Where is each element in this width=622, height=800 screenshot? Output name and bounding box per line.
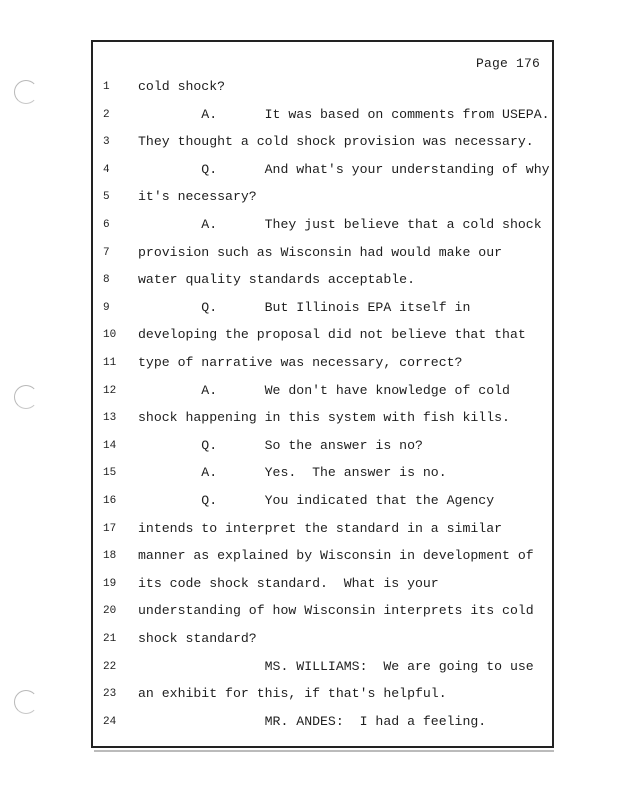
line-number: 16 [103, 495, 117, 507]
transcript-line [93, 408, 552, 428]
line-number: 24 [103, 715, 117, 728]
line-text: MS. WILLIAMS: We are going to use [138, 658, 534, 674]
line-text: A. They just believe that a cold shock [138, 217, 542, 232]
line-text: A. We don't have knowledge of cold [138, 382, 510, 398]
transcript-line [93, 574, 552, 594]
line-text: MR. ANDES: I had a feeling. [138, 713, 487, 729]
line-number: 12 [103, 384, 117, 397]
line-number: 5 [103, 191, 110, 204]
transcript-line [93, 215, 552, 235]
line-number: 1 [103, 81, 110, 93]
line-text: water quality standards acceptable. [138, 272, 415, 288]
line-text: A. Yes. The answer is no. [138, 465, 447, 481]
line-number: 20 [103, 605, 117, 618]
line-number: 6 [103, 219, 110, 231]
line-number: 4 [103, 163, 110, 176]
transcript-line [93, 298, 552, 318]
transcript-line [93, 105, 552, 125]
line-number: 23 [103, 688, 117, 701]
line-text: provision such as Wisconsin had would make our [138, 244, 503, 260]
transcript-line [93, 601, 552, 621]
line-text: its code shock standard. What is your [138, 575, 439, 591]
line-number: 9 [103, 301, 110, 314]
line-text: intends to interpret the standard in a similar [138, 520, 503, 536]
line-number: 3 [103, 136, 110, 149]
transcript-line [93, 381, 552, 401]
transcript-page [91, 40, 554, 748]
line-number: 22 [103, 660, 117, 673]
page-shadow [94, 750, 554, 752]
transcript-line [93, 519, 552, 539]
transcript-line [93, 132, 552, 152]
line-text: A. It was based on comments from USEPA. [138, 106, 550, 122]
line-number: 21 [103, 633, 117, 645]
transcript-line [93, 77, 552, 97]
page-number: Page 176 [475, 56, 540, 71]
line-number: 14 [103, 439, 117, 452]
transcript-line [93, 684, 552, 704]
line-number: 8 [103, 274, 110, 287]
line-text: cold shock? [138, 79, 226, 94]
transcript-line [93, 325, 552, 345]
punch-hole-bottom [14, 690, 38, 714]
line-number: 17 [103, 522, 117, 535]
transcript-line [93, 629, 552, 649]
transcript-line [93, 712, 552, 732]
transcript-line [93, 243, 552, 263]
line-text: manner as explained by Wisconsin in development of [138, 548, 534, 564]
line-number: 13 [103, 412, 117, 425]
line-number: 19 [103, 577, 117, 590]
punch-hole-middle [14, 385, 38, 409]
line-text: Q. And what's your understanding of why [138, 161, 550, 177]
transcript-line [93, 463, 552, 483]
line-text: shock standard? [138, 631, 257, 646]
line-text: Q. So the answer is no? [138, 437, 423, 453]
transcript-line [93, 187, 552, 207]
punch-hole-top [14, 80, 38, 104]
line-text: an exhibit for this, if that's helpful. [138, 686, 447, 702]
transcript-line [93, 436, 552, 456]
line-text: shock happening in this system with fish kills. [138, 410, 510, 426]
transcript-line [93, 657, 552, 677]
line-text: type of narrative was necessary, correct? [138, 355, 463, 370]
line-text: Q. You indicated that the Agency [138, 493, 495, 508]
transcript-line [93, 491, 552, 511]
line-text: it's necessary? [138, 189, 257, 205]
line-number: 10 [103, 329, 117, 342]
line-number: 18 [103, 550, 117, 563]
line-text: developing the proposal did not believe that that [138, 327, 526, 343]
transcript-line [93, 353, 552, 373]
transcript-line [93, 160, 552, 180]
transcript-line [93, 546, 552, 566]
line-number: 11 [103, 357, 117, 369]
line-text: They thought a cold shock provision was necessary. [138, 134, 534, 150]
line-text: understanding of how Wisconsin interprets its cold [138, 603, 534, 619]
transcript-line [93, 270, 552, 290]
line-number: 15 [103, 467, 117, 480]
line-number: 7 [103, 246, 110, 259]
line-text: Q. But Illinois EPA itself in [138, 299, 471, 315]
line-number: 2 [103, 108, 110, 121]
